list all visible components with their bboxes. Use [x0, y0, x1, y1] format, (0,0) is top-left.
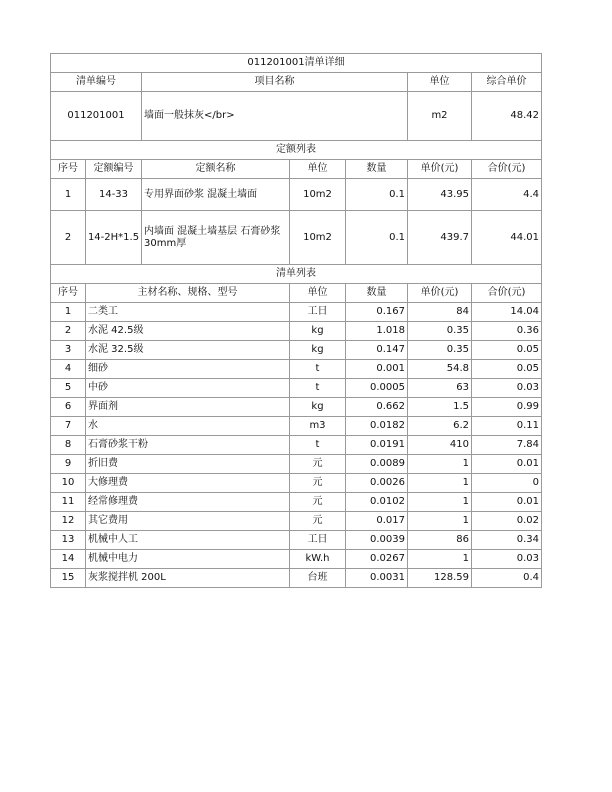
- list-unit: m3: [290, 417, 346, 436]
- list-price: 1: [408, 512, 472, 531]
- list-header-no: 序号: [51, 284, 86, 303]
- list-qty: 0.0191: [346, 436, 408, 455]
- quota-total: 4.4: [472, 179, 542, 211]
- list-no: 13: [51, 531, 86, 550]
- quota-header-row: [51, 160, 542, 179]
- quota-header-no: 序号: [51, 160, 86, 179]
- list-no: 3: [51, 341, 86, 360]
- quota-code: 14-2H*1.5: [86, 211, 142, 265]
- list-no: 4: [51, 360, 86, 379]
- list-row: [51, 493, 542, 512]
- list-row: [51, 455, 542, 474]
- list-total: 0.99: [472, 398, 542, 417]
- list-row: [51, 550, 542, 569]
- list-price: 0.35: [408, 322, 472, 341]
- list-no: 6: [51, 398, 86, 417]
- list-no: 7: [51, 417, 86, 436]
- list-total: 0.03: [472, 550, 542, 569]
- list-total: 7.84: [472, 436, 542, 455]
- list-price: 0.35: [408, 341, 472, 360]
- list-qty: 0.662: [346, 398, 408, 417]
- list-row: [51, 569, 542, 588]
- quota-header-name: 定额名称: [142, 160, 290, 179]
- list-name: 灰浆搅拌机 200L: [86, 569, 290, 588]
- list-name: 水: [86, 417, 290, 436]
- list-total: 0.01: [472, 493, 542, 512]
- list-row: [51, 512, 542, 531]
- list-price: 1: [408, 455, 472, 474]
- list-unit: 工日: [290, 531, 346, 550]
- list-row: [51, 474, 542, 493]
- item-code: 011201001: [51, 92, 142, 141]
- list-unit: 元: [290, 455, 346, 474]
- quota-price: 43.95: [408, 179, 472, 211]
- list-qty: 0.0026: [346, 474, 408, 493]
- list-price: 1: [408, 550, 472, 569]
- list-unit: t: [290, 360, 346, 379]
- quota-row: [51, 179, 542, 211]
- header-unit: 单位: [408, 73, 472, 92]
- list-qty: 0.0267: [346, 550, 408, 569]
- list-price: 1: [408, 474, 472, 493]
- list-total: 14.04: [472, 303, 542, 322]
- list-name: 大修理费: [86, 474, 290, 493]
- item-name: 墙面一般抹灰</br>: [142, 92, 408, 141]
- list-unit: 工日: [290, 303, 346, 322]
- quota-qty: 0.1: [346, 179, 408, 211]
- list-total: 0.11: [472, 417, 542, 436]
- list-no: 10: [51, 474, 86, 493]
- list-qty: 0.017: [346, 512, 408, 531]
- list-section-title: 清单列表: [51, 265, 542, 284]
- list-name: 经常修理费: [86, 493, 290, 512]
- list-unit: 元: [290, 512, 346, 531]
- list-unit: 台班: [290, 569, 346, 588]
- list-total: 0.36: [472, 322, 542, 341]
- list-row: [51, 398, 542, 417]
- list-row: [51, 341, 542, 360]
- list-no: 12: [51, 512, 86, 531]
- bill-detail-table: [50, 53, 542, 588]
- quota-code: 14-33: [86, 179, 142, 211]
- list-name: 界面剂: [86, 398, 290, 417]
- list-no: 2: [51, 322, 86, 341]
- list-unit: kg: [290, 322, 346, 341]
- quota-qty: 0.1: [346, 211, 408, 265]
- quota-name: 专用界面砂浆 混凝土墙面: [142, 179, 290, 211]
- list-name: 机械中电力: [86, 550, 290, 569]
- list-unit: kW.h: [290, 550, 346, 569]
- list-total: 0.01: [472, 455, 542, 474]
- list-price: 84: [408, 303, 472, 322]
- quota-header-code: 定额编号: [86, 160, 142, 179]
- quota-no: 1: [51, 179, 86, 211]
- list-qty: 0.0031: [346, 569, 408, 588]
- list-total: 0.02: [472, 512, 542, 531]
- list-no: 5: [51, 379, 86, 398]
- list-no: 14: [51, 550, 86, 569]
- list-name: 机械中人工: [86, 531, 290, 550]
- list-qty: 0.0182: [346, 417, 408, 436]
- list-header-row: [51, 284, 542, 303]
- list-name: 水泥 32.5级: [86, 341, 290, 360]
- list-header-unit: 单位: [290, 284, 346, 303]
- list-no: 8: [51, 436, 86, 455]
- list-price: 86: [408, 531, 472, 550]
- list-price: 1: [408, 493, 472, 512]
- table-title: 011201001清单详细: [51, 54, 542, 73]
- list-total: 0: [472, 474, 542, 493]
- list-unit: t: [290, 436, 346, 455]
- quota-unit: 10m2: [290, 211, 346, 265]
- header-code: 清单编号: [51, 73, 142, 92]
- list-header-total: 合价(元): [472, 284, 542, 303]
- list-total: 0.05: [472, 360, 542, 379]
- list-qty: 0.0039: [346, 531, 408, 550]
- list-qty: 0.0089: [346, 455, 408, 474]
- list-row: [51, 303, 542, 322]
- quota-no: 2: [51, 211, 86, 265]
- list-total: 0.05: [472, 341, 542, 360]
- list-row: [51, 531, 542, 550]
- list-name: 石膏砂浆干粉: [86, 436, 290, 455]
- list-name: 中砂: [86, 379, 290, 398]
- list-qty: 0.001: [346, 360, 408, 379]
- list-header-name: 主材名称、规格、型号: [86, 284, 290, 303]
- quota-header-price: 单价(元): [408, 160, 472, 179]
- header-price: 综合单价: [472, 73, 542, 92]
- item-price: 48.42: [472, 92, 542, 141]
- quota-header-qty: 数量: [346, 160, 408, 179]
- list-unit: 元: [290, 493, 346, 512]
- list-row: [51, 436, 542, 455]
- quota-row: [51, 211, 542, 265]
- list-price: 54.8: [408, 360, 472, 379]
- list-header-qty: 数量: [346, 284, 408, 303]
- list-price: 128.59: [408, 569, 472, 588]
- list-name: 二类工: [86, 303, 290, 322]
- list-row: [51, 360, 542, 379]
- list-unit: 元: [290, 474, 346, 493]
- list-row: [51, 322, 542, 341]
- list-price: 410: [408, 436, 472, 455]
- list-name: 其它费用: [86, 512, 290, 531]
- quota-total: 44.01: [472, 211, 542, 265]
- list-price: 1.5: [408, 398, 472, 417]
- item-unit: m2: [408, 92, 472, 141]
- list-header-price: 单价(元): [408, 284, 472, 303]
- list-name: 水泥 42.5级: [86, 322, 290, 341]
- list-qty: 0.167: [346, 303, 408, 322]
- quota-unit: 10m2: [290, 179, 346, 211]
- list-qty: 1.018: [346, 322, 408, 341]
- list-unit: kg: [290, 398, 346, 417]
- header-name: 项目名称: [142, 73, 408, 92]
- list-qty: 0.0102: [346, 493, 408, 512]
- list-row: [51, 417, 542, 436]
- list-qty: 0.0005: [346, 379, 408, 398]
- list-total: 0.4: [472, 569, 542, 588]
- list-no: 15: [51, 569, 86, 588]
- list-unit: kg: [290, 341, 346, 360]
- quota-header-total: 合价(元): [472, 160, 542, 179]
- list-no: 9: [51, 455, 86, 474]
- quota-header-unit: 单位: [290, 160, 346, 179]
- list-price: 6.2: [408, 417, 472, 436]
- list-no: 1: [51, 303, 86, 322]
- list-no: 11: [51, 493, 86, 512]
- list-total: 0.03: [472, 379, 542, 398]
- list-total: 0.34: [472, 531, 542, 550]
- list-row: [51, 379, 542, 398]
- quota-section-title: 定额列表: [51, 141, 542, 160]
- list-name: 折旧费: [86, 455, 290, 474]
- list-price: 63: [408, 379, 472, 398]
- list-name: 细砂: [86, 360, 290, 379]
- list-qty: 0.147: [346, 341, 408, 360]
- quota-price: 439.7: [408, 211, 472, 265]
- quota-name: 内墙面 混凝土墙基层 石膏砂浆30mm厚: [142, 211, 290, 265]
- list-unit: t: [290, 379, 346, 398]
